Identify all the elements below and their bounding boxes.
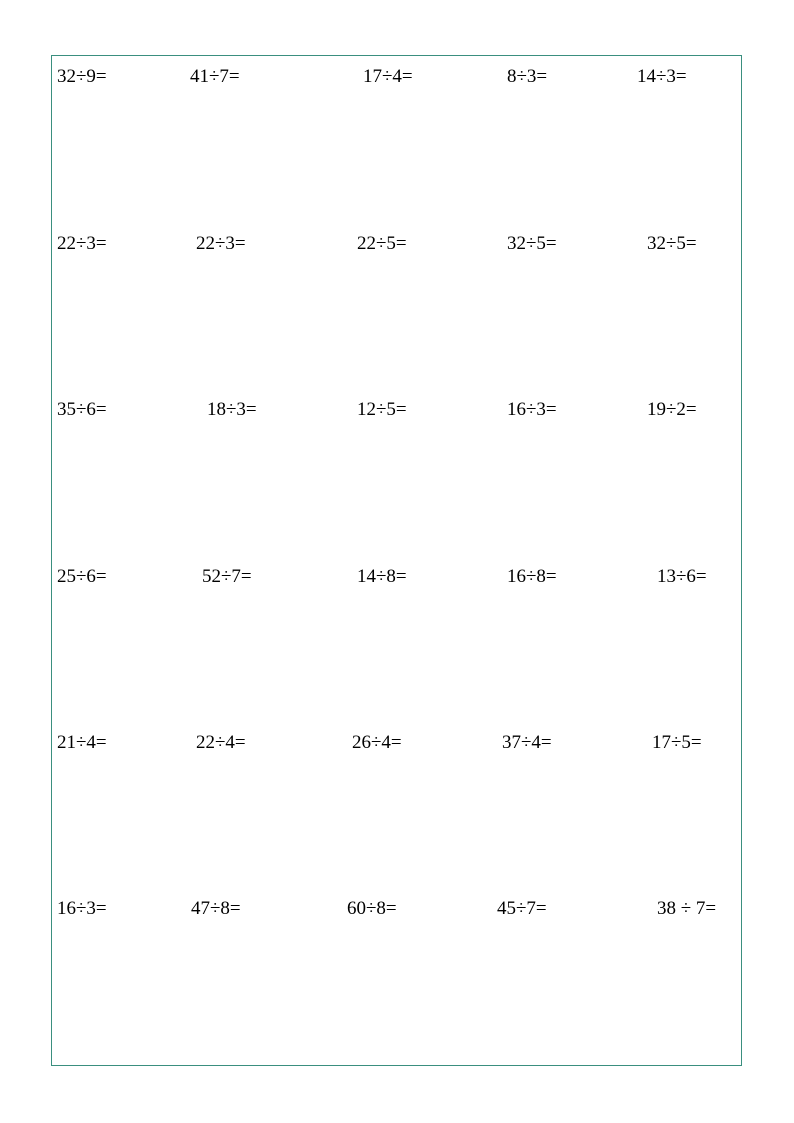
division-problem: 45÷7= <box>497 898 547 919</box>
division-problem: 12÷5= <box>357 399 407 420</box>
division-problem: 8÷3= <box>507 66 548 87</box>
division-problem: 18÷3= <box>207 399 257 420</box>
division-problem: 32÷5= <box>507 233 557 254</box>
division-problem: 35÷6= <box>57 399 107 420</box>
division-problem: 60÷8= <box>347 898 397 919</box>
division-problem: 14÷3= <box>637 66 687 87</box>
division-problem: 22÷3= <box>57 233 107 254</box>
division-problem: 16÷3= <box>507 399 557 420</box>
division-problem: 26÷4= <box>352 732 402 753</box>
division-problem: 21÷4= <box>57 732 107 753</box>
division-problem: 16÷3= <box>57 898 107 919</box>
division-problem: 47÷8= <box>191 898 241 919</box>
division-problem: 16÷8= <box>507 566 557 587</box>
division-problem: 37÷4= <box>502 732 552 753</box>
division-problem: 38 ÷ 7= <box>657 898 717 919</box>
division-problem: 32÷9= <box>57 66 107 87</box>
division-problem: 22÷3= <box>196 233 246 254</box>
division-problem: 22÷4= <box>196 732 246 753</box>
division-problem: 17÷4= <box>363 66 413 87</box>
division-problem: 17÷5= <box>652 732 702 753</box>
division-problem: 19÷2= <box>647 399 697 420</box>
division-problem: 41÷7= <box>190 66 240 87</box>
division-problem: 13÷6= <box>657 566 707 587</box>
division-problem: 14÷8= <box>357 566 407 587</box>
division-problem: 22÷5= <box>357 233 407 254</box>
division-problem: 32÷5= <box>647 233 697 254</box>
division-problem: 25÷6= <box>57 566 107 587</box>
division-problem: 52÷7= <box>202 566 252 587</box>
